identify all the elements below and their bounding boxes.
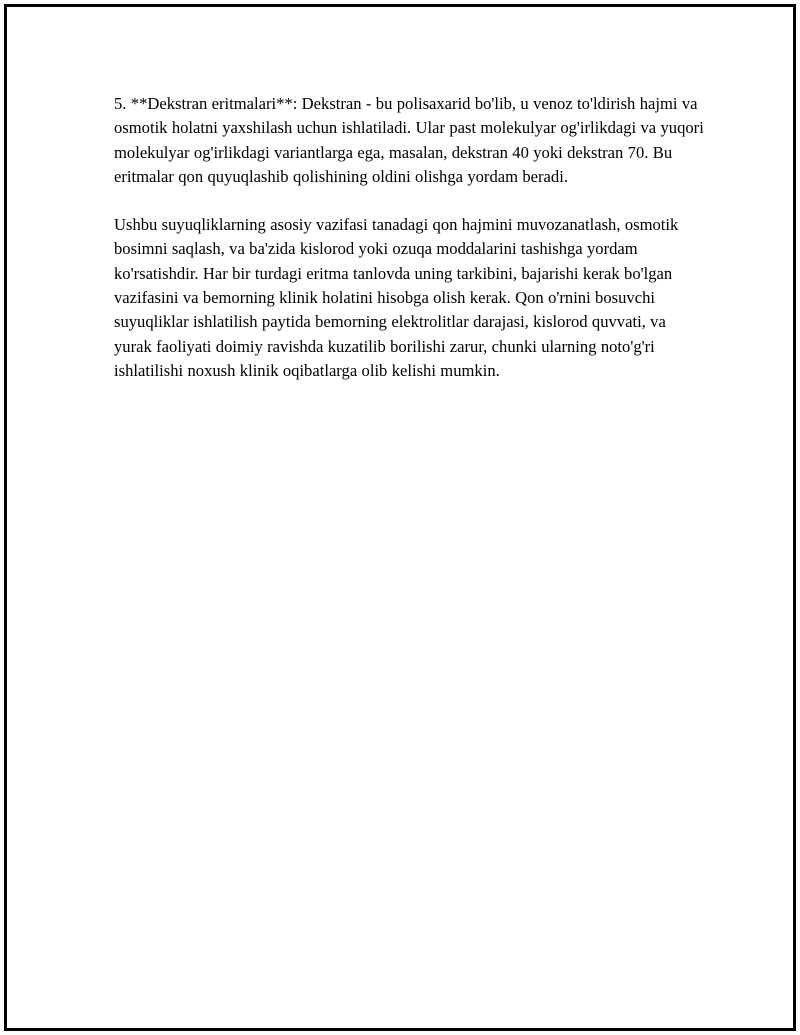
paragraph-dextran-solutions: 5. **Dekstran eritmalari**: Dekstran - bu polisaxarid bo'lib, u venoz to'ldirish hajmi va osmotik holatni yaxshilash uchun ishlatiladi. Ular past molekulyar og'irlikdagi va yuqori molekulyar og'irlikdagi variantlarga ega, masalan, dekstran 40 yoki dekstran 70. Bu eritmalar qon quyuqlashib qolishining oldini olishga yordam beradi. xyxy=(114,94,704,186)
document-body xyxy=(114,92,704,407)
paragraph-fluid-functions: Ushbu suyuqliklarning asosiy vazifasi tanadagi qon hajmini muvozanatlash, osmotik bosimni saqlash, va ba'zida kislorod yoki ozuqa moddalarini tashishga yordam ko'rsatishdir. Har bir turdagi eritma tanlovda uning tarkibini, bajarishi kerak bo'lgan vazifasini va bemorning klinik holatini hisobga olish kerak. Qon o'rnini bosuvchi suyuqliklar ishlatilish paytida bemorning elektrolitlar darajasi, kislorod quvvati, va yurak faoliyati doimiy ravishda kuzatilib borilishi zarur, chunki ularning noto'g'ri ishlatilishi noxush klinik oqibatlarga olib kelishi mumkin. xyxy=(114,215,679,380)
